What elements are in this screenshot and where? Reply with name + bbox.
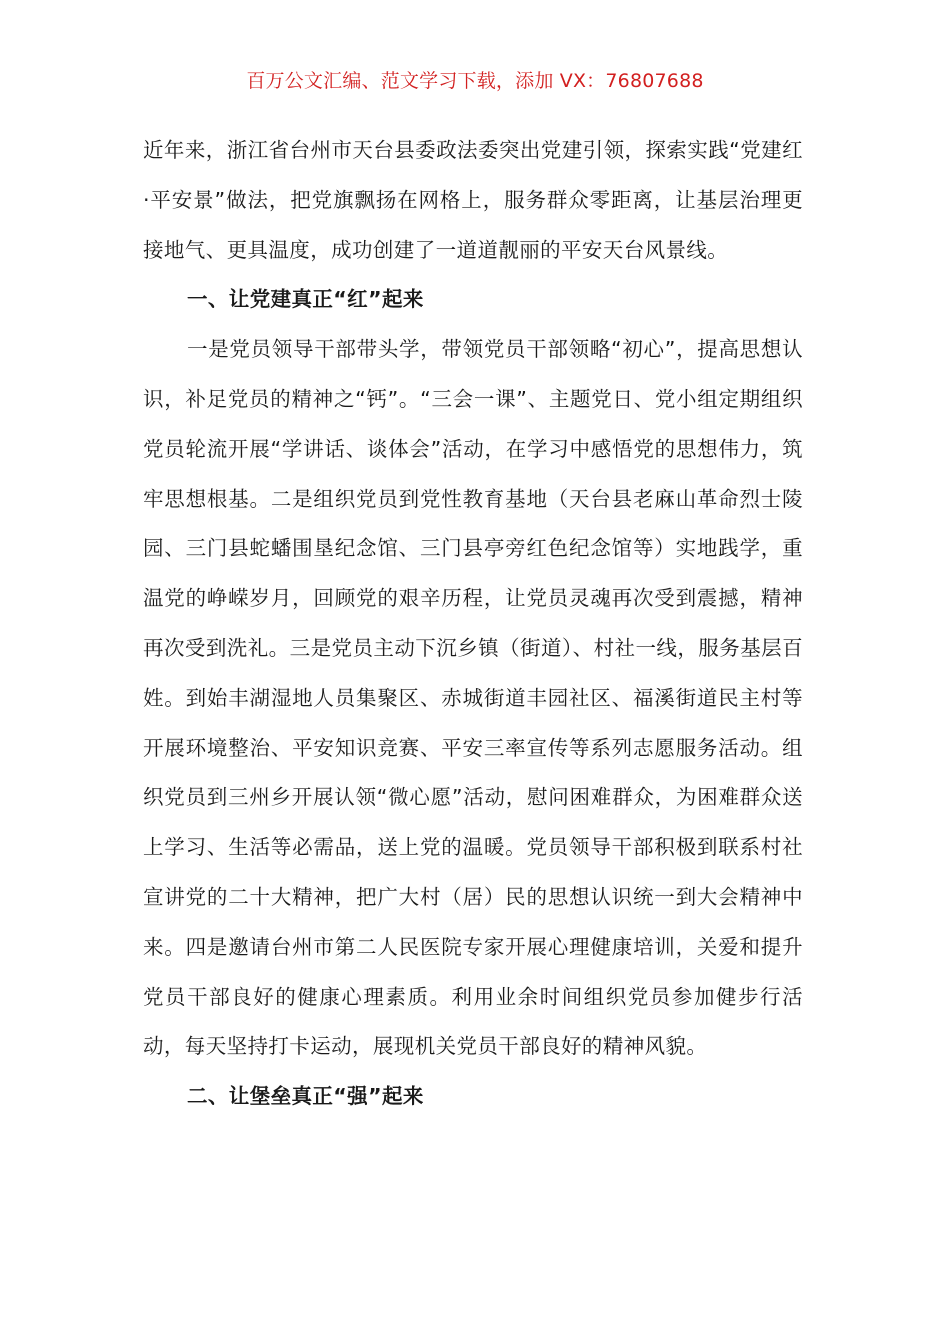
intro-paragraph: 近年来，浙江省台州市天台县委政法委突出党建引领，探索实践“党建红·平安景”做法，把党旗飘扬在网格上，服务群众零距离，让基层治理更接地气、更具温度，成功创建了一道道靓丽的平安天台风景线。 [143, 138, 803, 262]
header-notice: 百万公文汇编、范文学习下载，添加 VX：76807688 [246, 70, 704, 92]
section-1-heading: 一、让党建真正“红”起来 [187, 287, 424, 312]
section-1-paragraph: 一是党员领导干部带头学，带领党员干部领略“初心”，提高思想认识，补足党员的精神之“钙”。“三会一课”、主题党日、党小组定期组织党员轮流开展“学讲话、谈体会”活动，在学习中感悟党的思想伟力，筑牢思想根基。二是组织党员到党性教育基地（天台县老麻山革命烈士陵园、三门县蛇蟠围垦纪念馆、三门县亭旁红色纪念馆等）实地践学，重温党的峥嵘岁月，回顾党的艰辛历程，让党员灵魂再次受到震撼，精神再次受到洗礼。三是党员主动下沉乡镇（街道）、村社一线，服务基层百姓。到始丰湖湿地人员集聚区、赤城街道丰园社区、福溪街道民主村等开展环境整治、平安知识竞赛、平安三率宣传等系列志愿服务活动。组织党员到三州乡开展认领“微心愿”活动，慰问困难群众，为困难群众送上学习、生活等必需品，送上党的温暖。党员领导干部积极到联系村社宣讲党的二十大精神，把广大村（居）民的思想认识统一到大会精神中来。四是邀请台州市第二人民医院专家开展心理健康培训，关爱和提升党员干部良好的健康心理素质。利用业余时间组织党员参加健步行活动，每天坚持打卡运动，展现机关党员干部良好的精神风貌。 [143, 337, 803, 1059]
section-2-heading: 二、让堡垒真正“强”起来 [187, 1084, 424, 1109]
document-body [143, 126, 803, 1122]
